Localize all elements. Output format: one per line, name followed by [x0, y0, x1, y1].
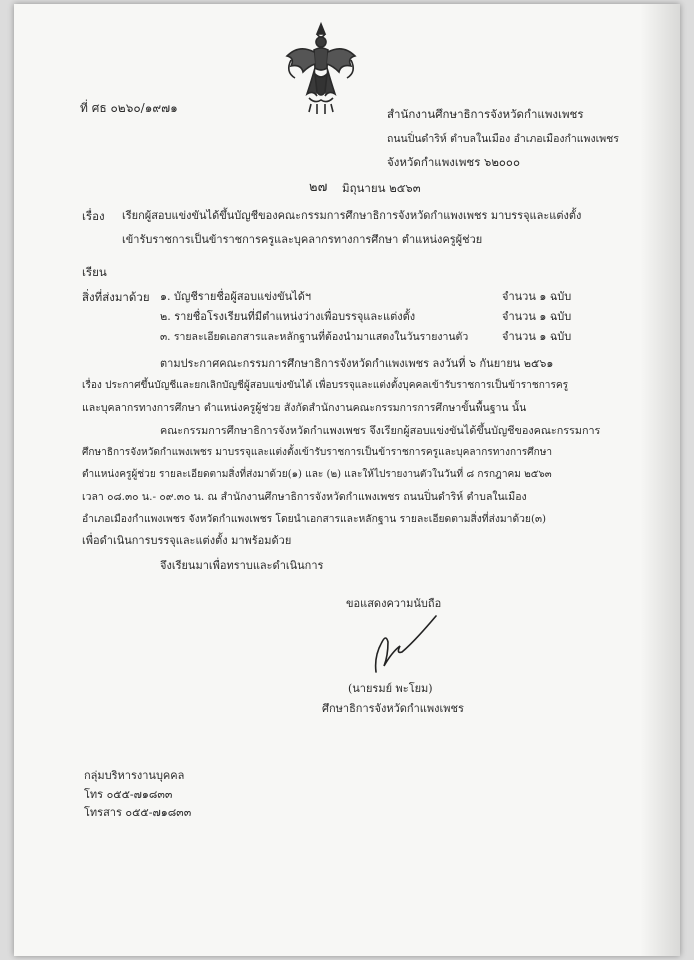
paragraph2-line6: เพื่อดำเนินการบรรจุและแต่งตั้ง มาพร้อมด้วย [82, 534, 292, 547]
handwritten-signature [352, 612, 442, 674]
footer-fax: โทรสาร ๐๕๕-๗๑๘๓๓ [84, 806, 192, 819]
footer-department: กลุ่มบริหารงานบุคคล [84, 769, 185, 782]
org-address-line3: จังหวัดกำแพงเพชร ๖๒๐๐๐ [387, 155, 520, 169]
enclosure-item-1: ๑. บัญชีรายชื่อผู้สอบแข่งขันได้ฯ [160, 290, 312, 303]
paragraph2-line3: ตำแหน่งครูผู้ช่วย รายละเอียดตามสิ่งที่ส่งมาด้วย(๑) และ (๒) และให้ไปรายงานตัวในวันที่ ๘ กรกฎาคม ๒๕๖๓ [82, 469, 552, 480]
signatory-title: ศึกษาธิการจังหวัดกำแพงเพชร [322, 702, 464, 715]
regards: ขอแสดงความนับถือ [346, 597, 442, 610]
enclosure-qty-1: จำนวน ๑ ฉบับ [502, 290, 572, 303]
paragraph1-line2: เรื่อง ประกาศขึ้นบัญชีและยกเลิกบัญชีผู้สอบแข่งขันได้ เพื่อบรรจุและแต่งตั้งบุคคลเข้ารับราชการเป็นข้าราชการครู [82, 380, 569, 391]
enclosure-item-2: ๒. รายชื่อโรงเรียนที่มีตำแหน่งว่างเพื่อบรรจุและแต่งตั้ง [160, 310, 416, 323]
recipient-label: เรียน [82, 265, 107, 279]
subject-line2: เข้ารับราชการเป็นข้าราชการครูและบุคลากรทางการศึกษา ตำแหน่งครูผู้ช่วย [122, 233, 483, 246]
letter-date-day: ๒๗ [309, 180, 328, 195]
enclosure-qty-2: จำนวน ๑ ฉบับ [502, 310, 572, 323]
org-address-line1: สำนักงานศึกษาธิการจังหวัดกำแพงเพชร [387, 107, 584, 121]
footer-telephone: โทร ๐๕๕-๗๑๘๓๓ [84, 788, 173, 801]
paragraph2-line1: คณะกรรมการศึกษาธิการจังหวัดกำแพงเพชร จึงเรียกผู้สอบแข่งขันได้ขึ้นบัญชีของคณะกรรมการ [160, 424, 601, 437]
org-address-line2: ถนนปิ่นดำริห์ ตำบลในเมือง อำเภอเมืองกำแพงเพชร [387, 133, 619, 145]
paragraph1-line1: ตามประกาศคณะกรรมการศึกษาธิการจังหวัดกำแพงเพชร ลงวันที่ ๖ กันยายน ๒๕๖๑ [160, 357, 554, 370]
page-edge-shadow [640, 4, 680, 956]
signatory-name: (นายรมย์ พะโยม) [348, 682, 433, 695]
paragraph2-line4: เวลา ๐๘.๓๐ น.- ๐๙.๓๐ น. ณ สำนักงานศึกษาธิการจังหวัดกำแพงเพชร ถนนปิ่นดำริห์ ตำบลในเมือง [82, 491, 527, 503]
subject-line1: เรียกผู้สอบแข่งขันได้ขึ้นบัญชีของคณะกรรมการศึกษาธิการจังหวัดกำแพงเพชร มาบรรจุและแต่งตั้ง [122, 209, 582, 222]
paragraph2-line5: อำเภอเมืองกำแพงเพชร จังหวัดกำแพงเพชร โดยนำเอกสารและหลักฐาน รายละเอียดตามสิ่งที่ส่งมาด้วย(๓) [82, 513, 547, 525]
enclosures-label: สิ่งที่ส่งมาด้วย [82, 290, 150, 304]
subject-label: เรื่อง [82, 209, 105, 223]
enclosure-item-3: ๓. รายละเอียดเอกสารและหลักฐานที่ต้องนำมาแสดงในวันรายงานตัว [160, 331, 469, 343]
enclosure-qty-3: จำนวน ๑ ฉบับ [502, 330, 572, 343]
garuda-emblem-icon [281, 20, 361, 120]
letter-date-month-year: มิถุนายน ๒๕๖๓ [342, 181, 421, 195]
paragraph1-line3: และบุคลากรทางการศึกษา ตำแหน่งครูผู้ช่วย สังกัดสำนักงานคณะกรรมการการศึกษาขั้นพื้นฐาน นั้น [82, 402, 527, 414]
document-number: ที่ ศธ ๐๒๖๐/๑๙๗๑ [80, 101, 178, 115]
paragraph2-line2: ศึกษาธิการจังหวัดกำแพงเพชร มาบรรจุและแต่งตั้งเข้ารับราชการเป็นข้าราชการครูและบุคลากรทางการศึกษา [82, 447, 553, 458]
closing-sentence: จึงเรียนมาเพื่อทราบและดำเนินการ [160, 559, 324, 572]
